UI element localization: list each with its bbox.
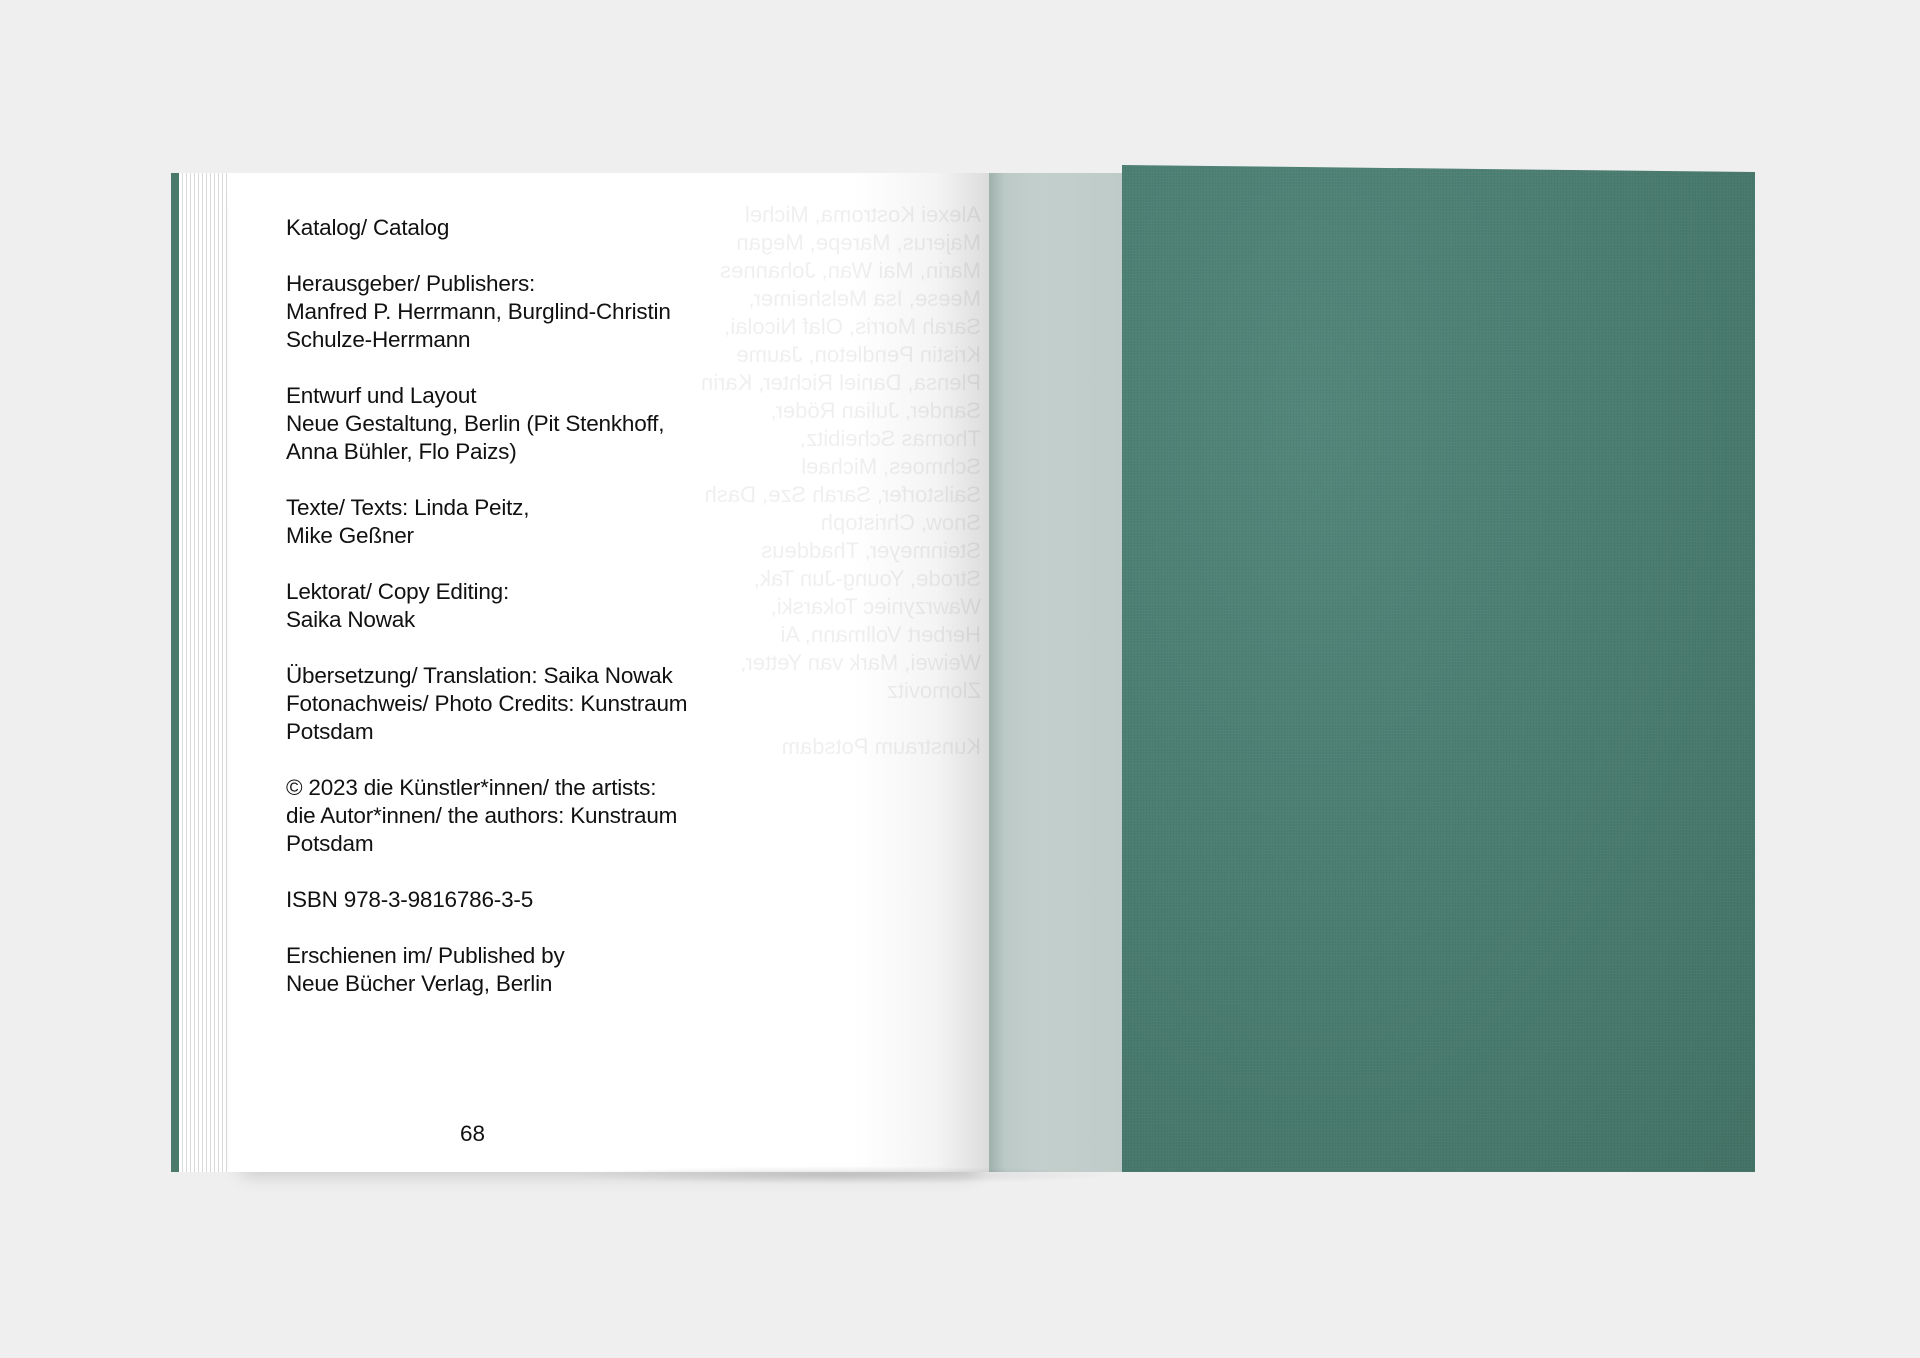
left-page xyxy=(229,173,989,1172)
colophon-line: die Autor*innen/ the authors: Kunstraum xyxy=(286,803,678,828)
colophon-line: Lektorat/ Copy Editing: xyxy=(286,579,510,604)
colophon-line: Manfred P. Herrmann, Burglind-Christin xyxy=(286,299,671,324)
colophon-block-copyright xyxy=(286,774,786,858)
colophon-line: © 2023 die Künstler*innen/ the artists: xyxy=(286,775,657,800)
colophon-line: Mike Geßner xyxy=(286,523,414,548)
colophon-block-isbn xyxy=(286,886,786,914)
colophon-block-catalog xyxy=(286,214,786,242)
colophon-line: Potsdam xyxy=(286,831,374,856)
page-stack xyxy=(179,173,229,1172)
colophon-line: Katalog/ Catalog xyxy=(286,215,450,240)
page-number: 68 xyxy=(459,1121,485,1146)
colophon-line: Neue Bücher Verlag, Berlin xyxy=(286,971,553,996)
colophon-block-texts xyxy=(286,494,786,550)
colophon-block-publishers xyxy=(286,270,786,354)
colophon-block-design xyxy=(286,382,786,466)
cloth-cover xyxy=(1122,165,1755,1172)
gutter-endpaper xyxy=(989,173,1123,1172)
colophon-line: Erschienen im/ Published by xyxy=(286,943,565,968)
colophon-line: Fotonachweis/ Photo Credits: Kunstraum xyxy=(286,691,688,716)
colophon-block-copy-editing xyxy=(286,578,786,634)
show-through-text: Alexei Kostroma, Michel Majerus, Marepe, Megan Marin, Mai Wan, Johannes Meese, Isa Melsheimer, Sarah Morris, Olaf Nicolai, Kristin Pendleton, Jaume Plensa, Daniel Richter, Karin Sander, Julian Röder, Thomas Scheibitz, Schmoes, Michael Sailstorfer, Sarah Sze, Dash Snow, Christoph Steinmeyer, Thaddeus Strode, Young-Jun Tak, Wawrzyniec Tokarski, Herbert Vollmann, Ai Weiwei, Mark van Yetter, Zlomovitz Kunstraum Potsdam xyxy=(700,202,981,759)
colophon-line: Herausgeber/ Publishers: xyxy=(286,271,536,296)
colophon-line: Übersetzung/ Translation: Saika Nowak xyxy=(286,663,673,688)
colophon-line: Texte/ Texts: Linda Peitz, xyxy=(286,495,530,520)
colophon-line: Potsdam xyxy=(286,719,374,744)
book-shadow xyxy=(560,1166,1120,1184)
colophon-block-publisher xyxy=(286,942,786,998)
colophon-line: Neue Gestaltung, Berlin (Pit Stenkhoff, xyxy=(286,411,665,436)
colophon xyxy=(286,214,786,1026)
colophon-line: Anna Bühler, Flo Paizs) xyxy=(286,439,517,464)
book-edge xyxy=(171,173,179,1172)
colophon-line: ISBN 978-3-9816786-3-5 xyxy=(286,887,534,912)
colophon-line: Schulze-Herrmann xyxy=(286,327,471,352)
colophon-block-translation xyxy=(286,662,786,746)
colophon-line: Entwurf und Layout xyxy=(286,383,477,408)
colophon-line: Saika Nowak xyxy=(286,607,416,632)
